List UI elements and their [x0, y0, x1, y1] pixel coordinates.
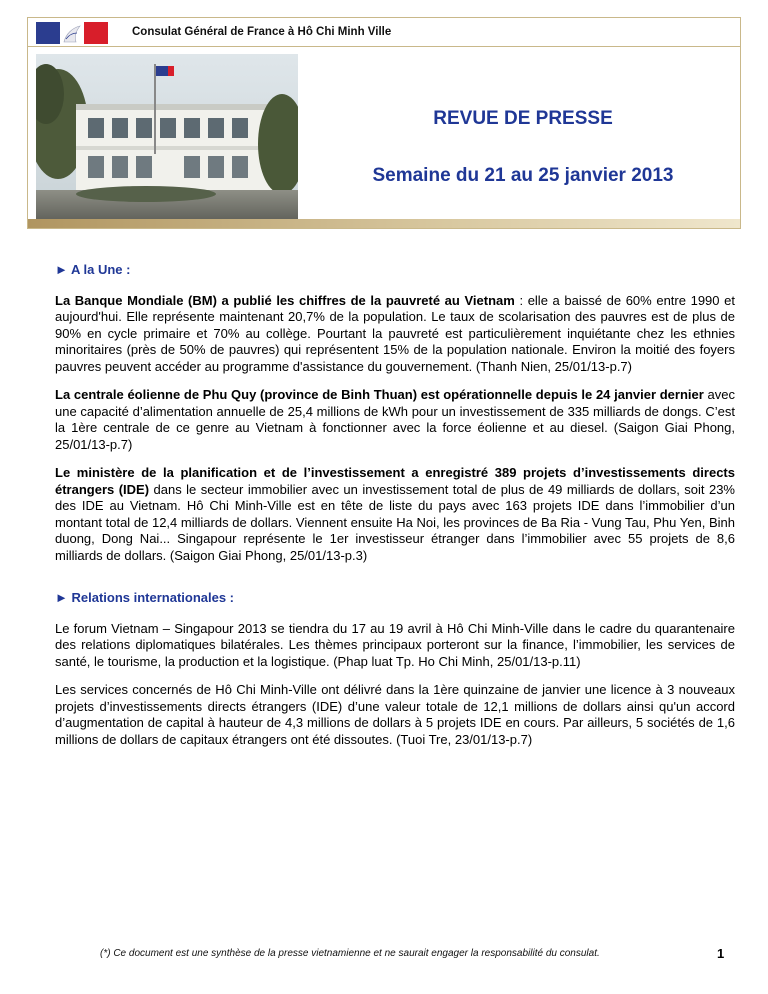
header-band: [28, 18, 740, 47]
article-paragraph: Les services concernés de Hô Chi Minh-Ville ont délivré dans la 1ère quinzaine de janvier une licence à 3 nouveaux projets d’investissements directs étrangers (IDE) d’une valeur totale de 12,1 millions de dollars ainsi qu'un accord d’augmentation de capital à hauteur de 4,3 millions de dollars à 5 projets IDE en cours. Par ailleurs, 5 sociétés de 1,6 millions de dollars de capitaux étrangers ont été dissoutes. (Tuoi Tre, 23/01/13-p.7): [55, 682, 735, 747]
footer-disclaimer: (*) Ce document est une synthèse de la presse vietnamienne et ne saurait engager la responsabilité du consulat.: [100, 948, 600, 959]
review-week: Semaine du 21 au 25 janvier 2013: [372, 165, 674, 186]
article-paragraph: Le forum Vietnam – Singapour 2013 se tiendra du 17 au 19 avril à Hô Chi Minh-Ville dans le cadre du quarantenaire des relations diplomatiques bilatérales. Les thèmes principaux porteront sur la finance, l’immobilier, les services de santé, le tourisme, la production et la logistique. (Phap luat Tp. Ho Chi Minh, 25/01/13-p.11): [55, 620, 735, 669]
section-heading-a-la-une: ► A la Une :: [55, 262, 131, 277]
header-frame: [27, 17, 741, 229]
article-paragraph: La centrale éolienne de Phu Quy (province de Binh Thuan) est opérationnelle depuis le 24 janvier dernier avec une capacité d’alimentation annuelle de 25,4 millions de kWh pour un investissement de 335 milliards de dongs. C’est la 1ère centrale de ce genre au Vietnam à fonctionner avec la force éolienne et au diesel. (Saigon Giai Phong, 25/01/13-p.7): [55, 387, 735, 452]
section-heading-relations-internationales: ► Relations internationales :: [55, 590, 235, 605]
header-bottom-bar: [28, 219, 740, 228]
review-title: REVUE DE PRESSE: [433, 108, 613, 129]
page-number: 1: [717, 946, 725, 961]
article-paragraph: Le ministère de la planification et de l’investissement a enregistré 389 projets d’investissements directs étrangers (IDE) dans le secteur immobilier avec un investissement total de plus de 49 milliards de dollars, soit 23% des IDE au Vietnam. Hô Chi Minh-Ville est en tête de liste du pays avec 163 projets IDE dans l’immobilier d’un montant total de 12,4 milliards de dollars. Viennent ensuite Ha Noi, les provinces de Ba Ria - Vung Tau, Phu Yen, Binh duong, Dong Nai... Singapour représente le 1er investisseur étranger dans l’immobilier avec 55 projets de 8,6 milliards de dollars. (Saigon Giai Phong, 25/01/13-p.3): [55, 465, 735, 563]
republic-logo-icon: [36, 22, 108, 44]
consulate-building-photo: [36, 54, 298, 222]
article-paragraph: La Banque Mondiale (BM) a publié les chiffres de la pauvreté au Vietnam : elle a baissé de 60% entre 1990 et aujourd'hui. Elle représente maintenant 20,7% de la population. Le taux de scolarisation des pauvres est de plus de 90% en cycle primaire et 70% au collège. Pourtant la pauvreté est particulièrement inquiétante chez les ethnies minoritaires (près de 50% de pauvres) qui représentent 15% de la population nationale. Environ la moitié des foyers pauvres peuvent accéder au programme d'assistance du gouvernement. (Thanh Nien, 25/01/13-p.7): [55, 292, 735, 374]
consulate-title: Consulat Général de France à Hô Chi Minh Ville: [132, 26, 392, 38]
document-body: [55, 262, 735, 760]
